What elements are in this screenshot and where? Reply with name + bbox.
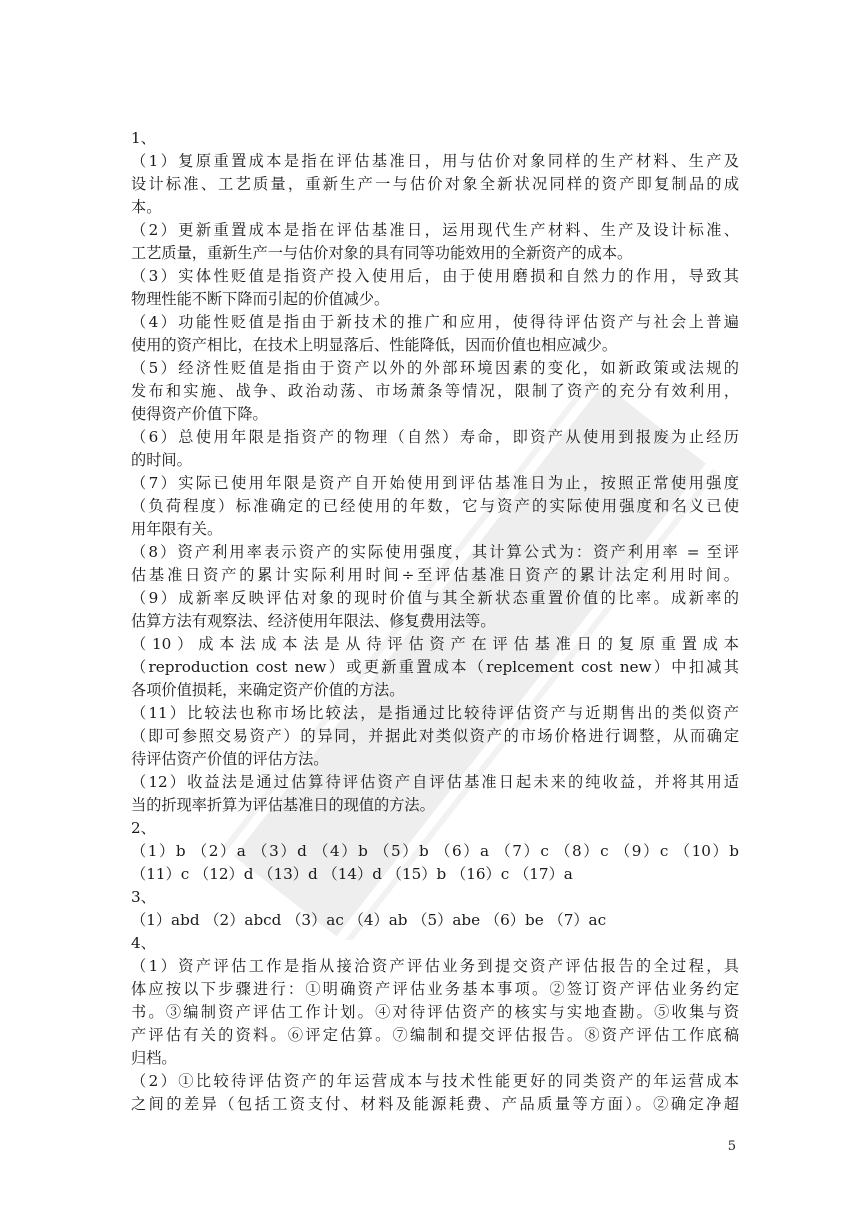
text-line: 发布和实施、战争、政治动荡、市场萧条等情况，限制了资产的充分有效利用，	[131, 382, 739, 400]
text-line: 使用的资产相比，在技术上明显落后、性能降低，因而价值也相应减少。	[131, 336, 617, 354]
text-line: 4、	[131, 934, 156, 952]
text-line: （12）收益法是通过估算待评估资产自评估基准日起未来的纯收益，并将其用适	[131, 773, 739, 791]
text-line: 的时间。	[131, 451, 192, 469]
text-line: （11）比较法也称市场比较法，是指通过比较待评估资产与近期售出的类似资产	[131, 704, 739, 722]
text-line: （2）更新重置成本是指在评估基准日，运用现代生产材料、生产及设计标准、	[131, 221, 739, 239]
page-number: 5	[727, 1139, 736, 1154]
text-line: （5）经济性贬值是指由于资产以外的外部环境因素的变化，如新政策或法规的	[131, 359, 739, 377]
text-line: （1）复原重置成本是指在评估基准日，用与估价对象同样的生产材料、生产及	[131, 152, 739, 170]
text-line: 各项价值损耗，来确定资产价值的方法。	[131, 681, 405, 699]
text-line: 产评估有关的资料。⑥评定估算。⑦编制和提交评估报告。⑧资产评估工作底稿	[131, 1026, 739, 1044]
text-line: （即可参照交易资产）的异同，并据此对类似资产的市场价格进行调整，从而确定	[131, 727, 739, 745]
text-line: （1）资产评估工作是指从接洽资产评估业务到提交资产评估报告的全过程，具	[131, 957, 739, 975]
text-line: （1）b （2）a （3）d （4）b （5）b （6）a （7）c （8）c （9）c （10）b	[131, 842, 739, 860]
text-line: 1、	[131, 129, 156, 147]
text-line: （3）实体性贬值是指资产投入使用后，由于使用磨损和自然力的作用，导致其	[131, 267, 739, 285]
text-line: 之间的差异（包括工资支付、材料及能源耗费、产品质量等方面）。②确定净超	[131, 1095, 739, 1113]
text-line: （9）成新率反映评估对象的现时价值与其全新状态重置价值的比率。成新率的	[131, 589, 739, 607]
text-line: （8）资产利用率表示资产的实际使用强度，其计算公式为：资产利用率 = 至评	[131, 543, 739, 561]
text-line: （1）abd （2）abcd （3）ac （4）ab （5）abe （6）be （7）ac	[131, 911, 607, 929]
text-line: （7）实际已使用年限是资产自开始使用到评估基准日为止，按照正常使用强度	[131, 474, 739, 492]
text-line: （负荷程度）标准确定的已经使用的年数，它与资产的实际使用强度和名义已使	[131, 497, 739, 515]
text-line: 2、	[131, 819, 156, 837]
text-line: 使得资产价值下降。	[131, 405, 268, 423]
text-line: （10）成本法成本法是从待评估资产在评估基准日的复原重置成本	[131, 635, 739, 653]
text-line: （4）功能性贬值是指由于新技术的推广和应用，使得待评估资产与社会上普遍	[131, 313, 739, 331]
text-line: 待评估资产价值的评估方法。	[131, 750, 329, 768]
text-line: 估算方法有观察法、经济使用年限法、修复费用法等。	[131, 612, 496, 630]
text-line: 体应按以下步骤进行：①明确资产评估业务基本事项。②签订资产评估业务约定	[131, 980, 739, 998]
text-line: （2）①比较待评估资产的年运营成本与技术性能更好的同类资产的年运营成本	[131, 1072, 739, 1090]
text-line: 物理性能不断下降而引起的价值减少。	[131, 290, 390, 308]
text-line: 3、	[131, 888, 156, 906]
text-line: 用年限有关。	[131, 520, 223, 538]
text-line: 书。③编制资产评估工作计划。④对待评估资产的核实与实地查勘。⑤收集与资	[131, 1003, 739, 1021]
text-line: 估基准日资产的累计实际利用时间÷至评估基准日资产的累计法定利用时间。	[131, 566, 739, 584]
text-line: 设计标准、工艺质量，重新生产一与估价对象全新状况同样的资产即复制品的成	[131, 175, 739, 193]
text-line: 本。	[131, 198, 162, 216]
answer-text	[131, 127, 739, 1116]
text-line: 归档。	[131, 1049, 177, 1067]
text-line: （reproduction cost new）或更新重置成本（replcement cost new）中扣减其	[131, 658, 739, 676]
text-line: （11）c （12）d （13）d （14）d （15）b （16）c （17）a	[131, 865, 573, 883]
text-line: （6）总使用年限是指资产的物理（自然）寿命，即资产从使用到报废为止经历	[131, 428, 739, 446]
text-line: 当的折现率折算为评估基准日的现值的方法。	[131, 796, 435, 814]
text-line: 工艺质量，重新生产一与估价对象的具有同等功能效用的全新资产的成本。	[131, 244, 633, 262]
